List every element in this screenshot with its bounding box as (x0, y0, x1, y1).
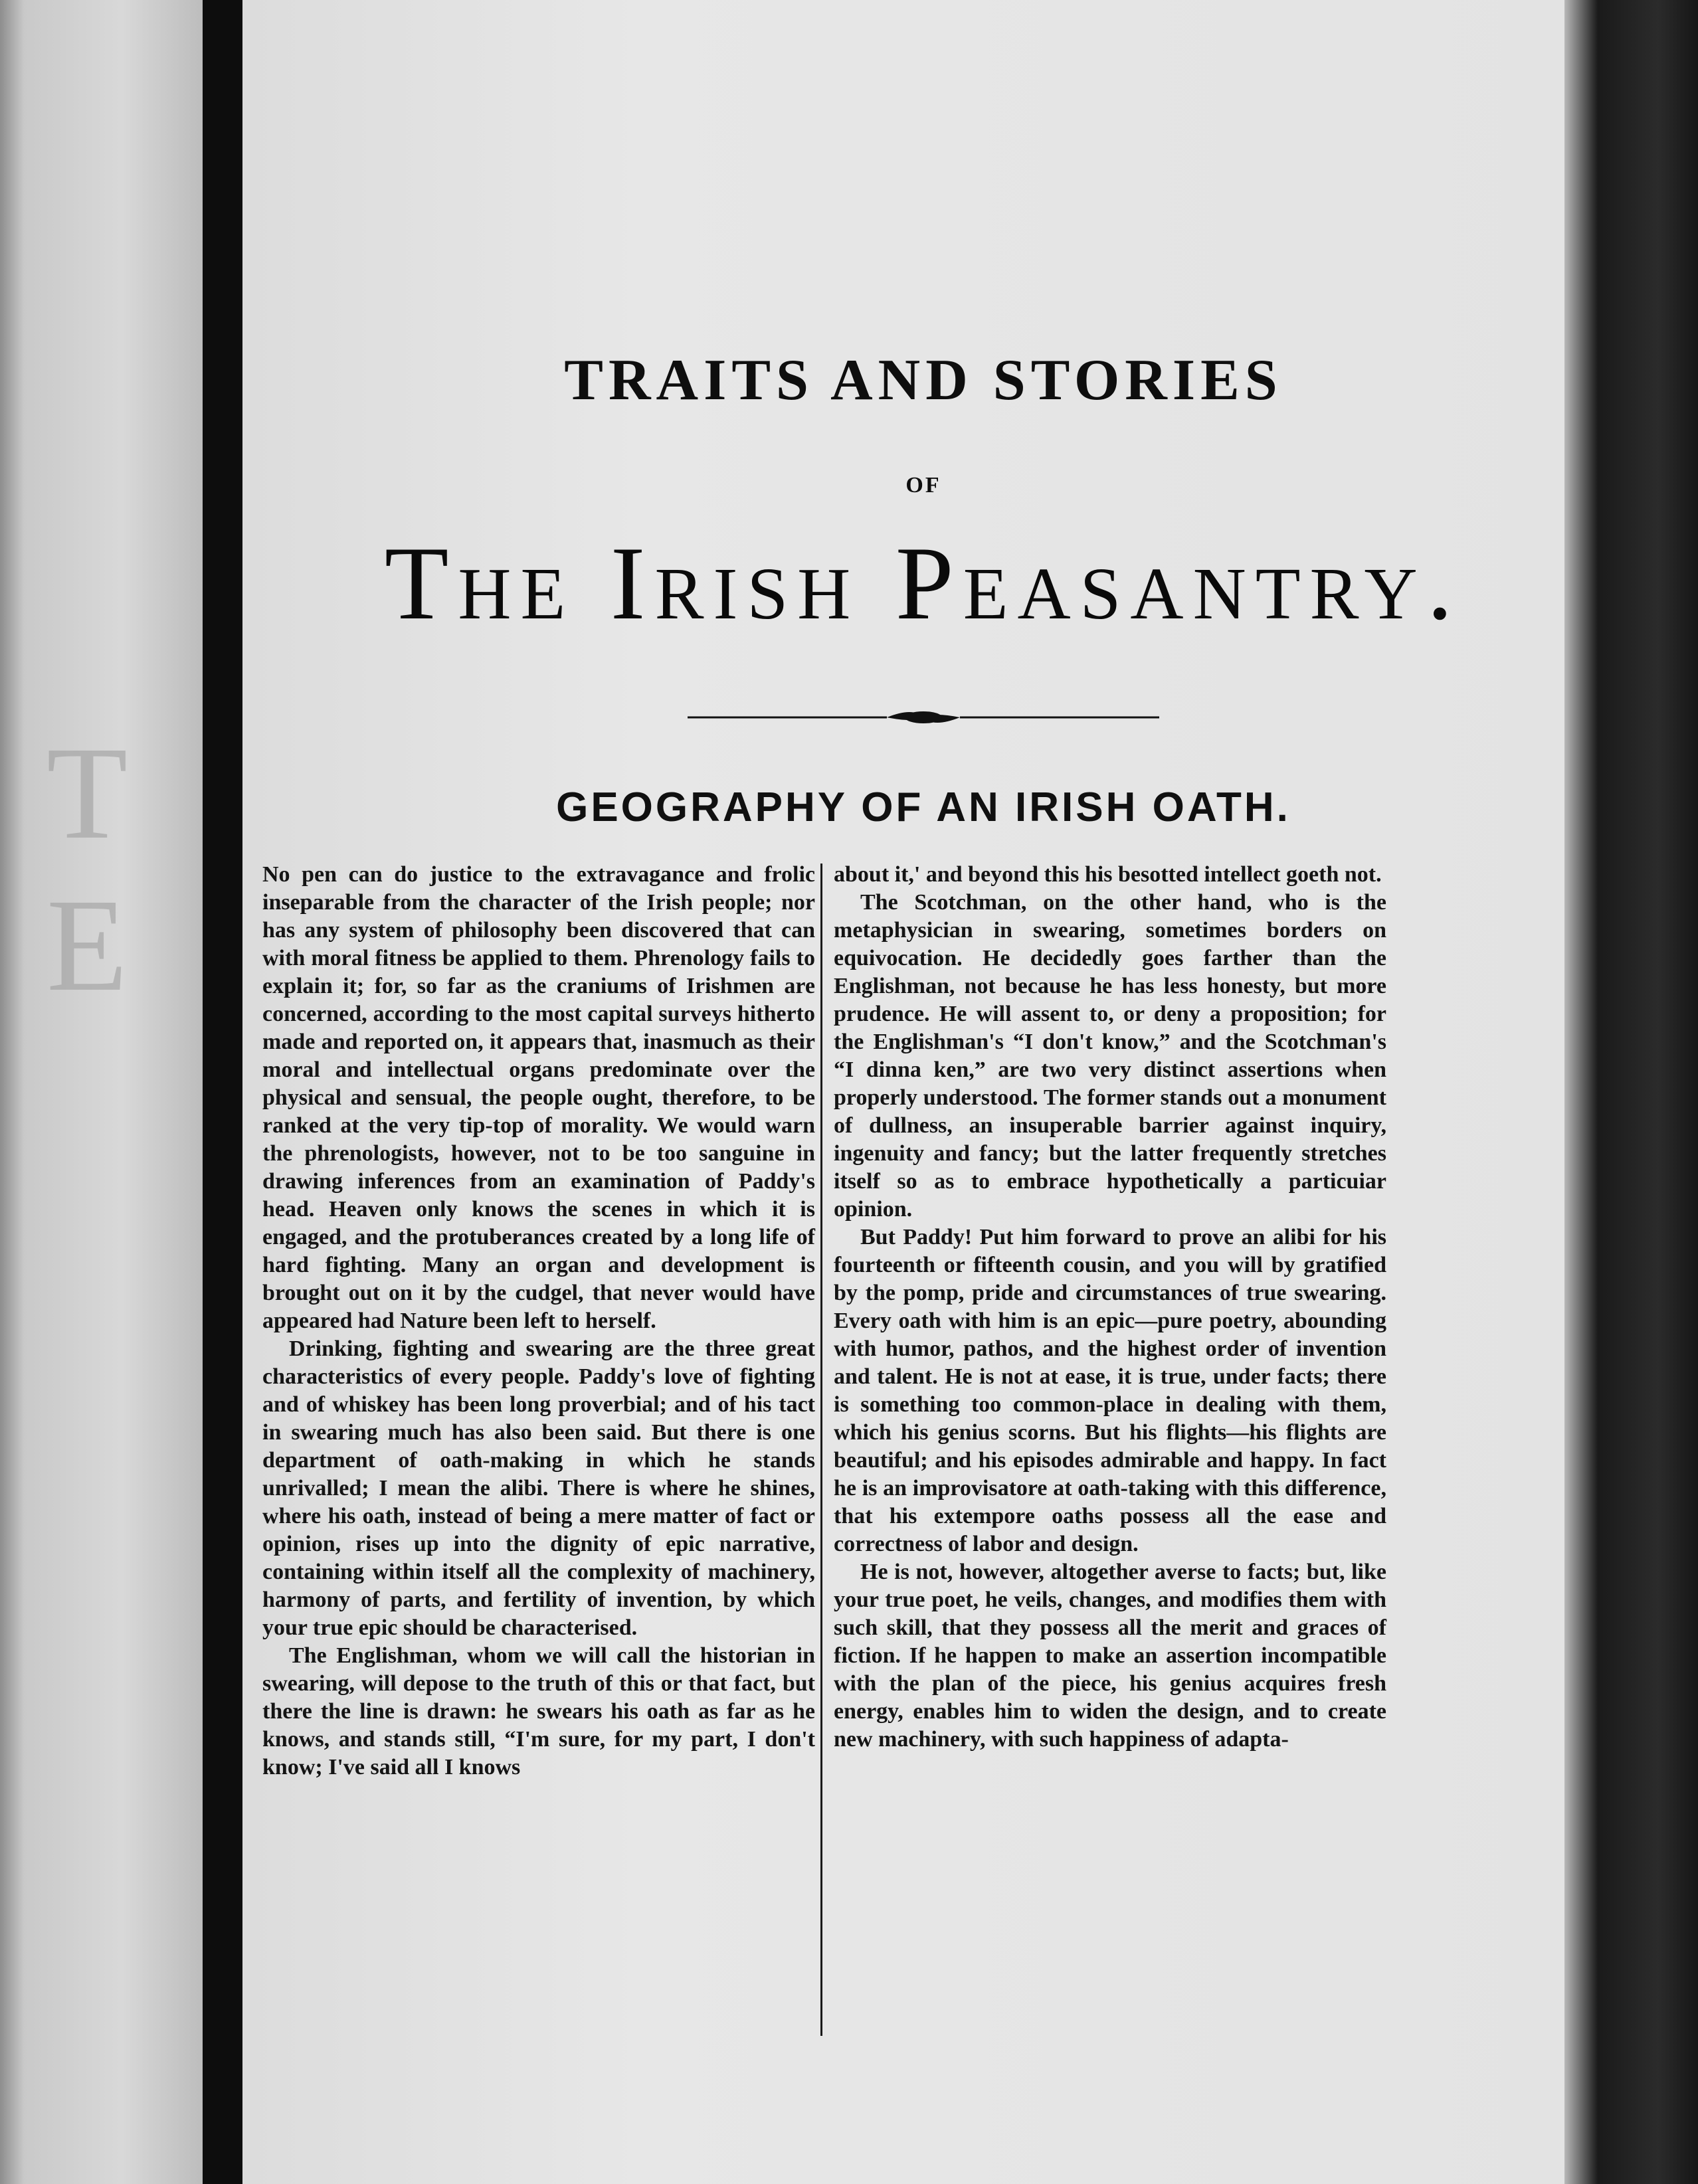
bleed-through-letters: T E (47, 720, 148, 1019)
paragraph: Drinking, fighting and swearing are the three great characteristics of every people. Paddy's love of fighting and of whiskey has been long proverbial; and of his tact in swearing much has also been said. But there is one department of oath-making in which he stands unrivalled; I mean the alibi. There is where he shines, where his oath, instead of being a mere matter of fact or opinion, rises up into the dignity of epic narrative, containing within itself all the complexity of machinery, harmony of parts, and fertility of invention, by which your true epic should be characterised. (262, 1336, 815, 1640)
paragraph: The Englishman, whom we will call the historian in swearing, will depose to the truth of this or that fact, but there the line is drawn: he swears his oath as far as he knows, and stands still, “I'm sure, for my part, I don't know; I've said all I knows (262, 1643, 815, 1779)
paragraph: The Scotchman, on the other hand, who is the metaphysician in swearing, sometimes borders on equivocation. He decidedly goes farther than the Englishman, not because he has less honesty, but more prudence. He will assent to, or deny a proposition; for the Englishman's “I don't know,” and the Scotchman's “I dinna ken,” are two very distinct assertions when properly understood. The former stands out a monument of dullness, an insuperable barrier against inquiry, ingenuity and fancy; but the latter frequently stretches itself so as to embrace hypothetically a particuiar opinion. (834, 890, 1386, 1222)
paragraph: But Paddy! Put him forward to prove an alibi for his fourteenth or fifteenth cousin, and you will by gratified by the pomp, pride and circumstances of true swearing. Every oath with him is an epic—pure poetry, abounding with humor, pathos, and the highest order of invention and talent. He is not at ease, it is true, under facts; there is something too common-place in dealing with them, which his genius scorns. But his flights—his flights are beautiful; and his episodes admirable and happy. In fact he is an improvisatore at oath-taking with this difference, that his extempore oaths possess all the ease and correctness of labor and design. (834, 1225, 1386, 1556)
column-divider (820, 864, 822, 2036)
text-column-right (834, 861, 1386, 1754)
paragraph: He is not, however, altogether averse to facts; but, like your true poet, he veils, changes, and modifies them with such skill, that they possess all the merit and graces of fiction. If he happen to make an assertion incompatible with the plan of the piece, his genius acquires fresh energy, enables him to widen the design, and to create new machinery, with such happiness of adapta- (834, 1560, 1386, 1752)
paragraph: No pen can do justice to the extravagance and frolic inseparable from the character of the Irish people; nor has any system of philosophy been discovered that can with moral fitness be applied to them. Phrenology fails to explain it; for, so far as the craniums of Irishmen are concerned, according to the most capital surveys hitherto made and reported on, it appears that, inasmuch as their moral and intellectual organs predominate over the physical and sensual, the people ought, therefore, to be ranked at the very tip-top of morality. We would warn the phrenologists, however, not to be too sanguine in drawing inferences from an examination of Paddy's head. Heaven only knows the scenes in which it is engaged, and the protuberances created by a long life of hard fighting. Many an organ and development is brought out on it by the cudgel, that never would have appeared had Nature been left to herself. (262, 862, 815, 1333)
text-column-left (262, 861, 815, 1781)
paragraph: about it,' and beyond this his besotted intellect goeth not. (834, 862, 1382, 887)
title-ornament (688, 697, 1159, 737)
previous-page-margin (0, 0, 203, 2184)
book-gutter (203, 0, 242, 2184)
chapter-title: GEOGRAPHY OF AN IRISH OATH. (556, 784, 1291, 830)
book-cover-edge (1564, 0, 1698, 2184)
book-title-line3: The Irish Peasantry. (384, 525, 1463, 642)
book-page (242, 0, 1564, 2184)
book-title-line2: OF (905, 473, 941, 498)
book-title-line1: TRAITS AND STORIES (564, 348, 1283, 412)
